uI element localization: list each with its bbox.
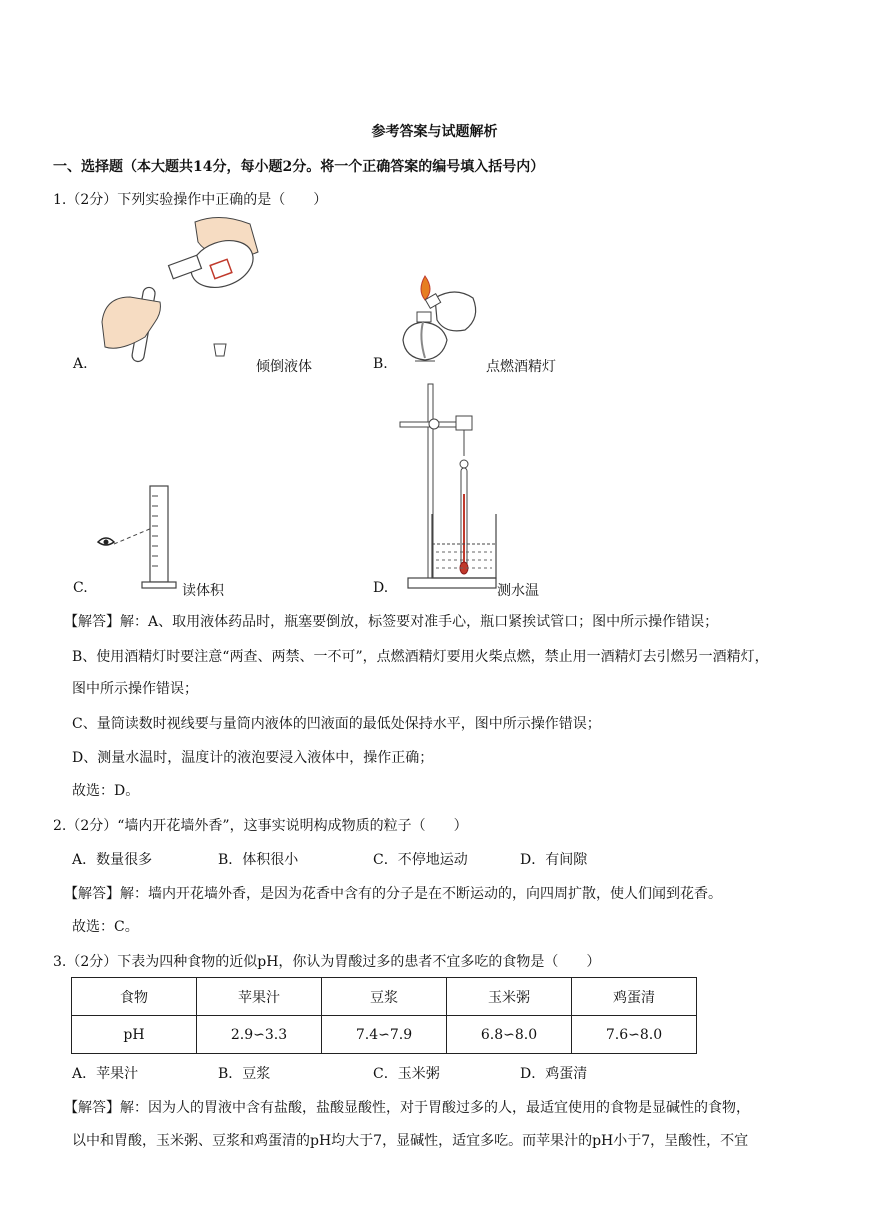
q2-option-b: B．体积很小 bbox=[218, 852, 299, 868]
q3-answer-line-1: 【解答】解：因为人的胃液中含有盐酸，盐酸显酸性，对于胃酸过多的人，最适宜使用的食物是显碱性的食物， bbox=[64, 1100, 750, 1116]
figure-c-graduated-cylinder bbox=[96, 484, 196, 594]
option-d-caption: 测水温 bbox=[497, 583, 539, 599]
q3-option-a: A．苹果汁 bbox=[72, 1066, 139, 1082]
q1-answer-line-3: 图中所示操作错误； bbox=[72, 681, 198, 697]
option-a-letter: A. bbox=[73, 356, 88, 372]
option-b-letter: B. bbox=[373, 356, 388, 372]
table-cell: 玉米粥 bbox=[447, 978, 572, 1016]
q3-option-b: B．豆浆 bbox=[218, 1066, 271, 1082]
q1-answer-line-1: 【解答】解：A、取用液体药品时，瓶塞要倒放，标签要对准手心，瓶口紧挨试管口；图中所示操作错误； bbox=[64, 614, 719, 630]
table-cell: 食物 bbox=[72, 978, 197, 1016]
option-c-caption: 读体积 bbox=[182, 583, 224, 599]
table-cell: 7.6∽8.0 bbox=[572, 1016, 697, 1054]
table-cell: 2.9∽3.3 bbox=[197, 1016, 322, 1054]
table-cell: 7.4∽7.9 bbox=[322, 1016, 447, 1054]
option-b-caption: 点燃酒精灯 bbox=[486, 359, 556, 375]
q2-option-a: A．数量很多 bbox=[72, 852, 153, 868]
q1-answer-line-4: C、量筒读数时视线要与量筒内液体的凹液面的最低处保持水平，图中所示操作错误； bbox=[72, 716, 601, 732]
ph-table bbox=[71, 977, 697, 1054]
q2-option-d: D．有间隙 bbox=[520, 852, 588, 868]
q2-answer-line-2: 故选：C。 bbox=[72, 919, 139, 935]
figure-b-alcohol-lamp bbox=[395, 268, 495, 378]
figure-d-thermometer-beaker bbox=[398, 384, 508, 594]
option-a-caption: 倾倒液体 bbox=[256, 359, 312, 375]
question-2-stem: 2.（2分）“墙内开花墙外香”，这事实说明构成物质的粒子（ ） bbox=[53, 818, 468, 834]
page-title: 参考答案与试题解析 bbox=[371, 124, 498, 140]
q1-answer-line-5: D、测量水温时，温度计的液泡要浸入液体中，操作正确； bbox=[72, 750, 434, 766]
table-header-row bbox=[72, 978, 697, 1016]
q2-answer-line-1: 【解答】解：墙内开花墙外香，是因为花香中含有的分子是在不断运动的，向四周扩散，使人们闻到花香。 bbox=[64, 886, 722, 902]
table-cell: 苹果汁 bbox=[197, 978, 322, 1016]
table-cell: 鸡蛋清 bbox=[572, 978, 697, 1016]
figure-a-pouring-liquid bbox=[100, 212, 260, 372]
section-heading: 一、选择题（本大题共14分，每小题2分。将一个正确答案的编号填入括号内） bbox=[53, 159, 545, 175]
table-cell: pH bbox=[72, 1016, 197, 1054]
question-3-stem: 3.（2分）下表为四种食物的近似pH，你认为胃酸过多的患者不宜多吃的食物是（ ） bbox=[53, 954, 601, 970]
q1-answer-line-2: B、使用酒精灯时要注意“两查、两禁、一不可”，点燃酒精灯要用火柴点燃，禁止用一酒精灯去引燃另一酒精灯， bbox=[72, 649, 769, 665]
q3-option-c: C．玉米粥 bbox=[373, 1066, 440, 1082]
question-1-stem: 1.（2分）下列实验操作中正确的是（ ） bbox=[53, 192, 328, 208]
option-c-letter: C. bbox=[73, 580, 88, 596]
table-cell: 豆浆 bbox=[322, 978, 447, 1016]
table-row bbox=[72, 1016, 697, 1054]
q2-option-c: C．不停地运动 bbox=[373, 852, 468, 868]
table-cell: 6.8∽8.0 bbox=[447, 1016, 572, 1054]
q1-answer-line-6: 故选：D。 bbox=[72, 783, 140, 799]
q3-answer-line-2: 以中和胃酸，玉米粥、豆浆和鸡蛋清的pH均大于7，显碱性，适宜多吃。而苹果汁的pH小于7，呈酸性，不宜 bbox=[72, 1133, 749, 1149]
q3-option-d: D．鸡蛋清 bbox=[520, 1066, 588, 1082]
option-d-letter: D. bbox=[373, 580, 389, 596]
